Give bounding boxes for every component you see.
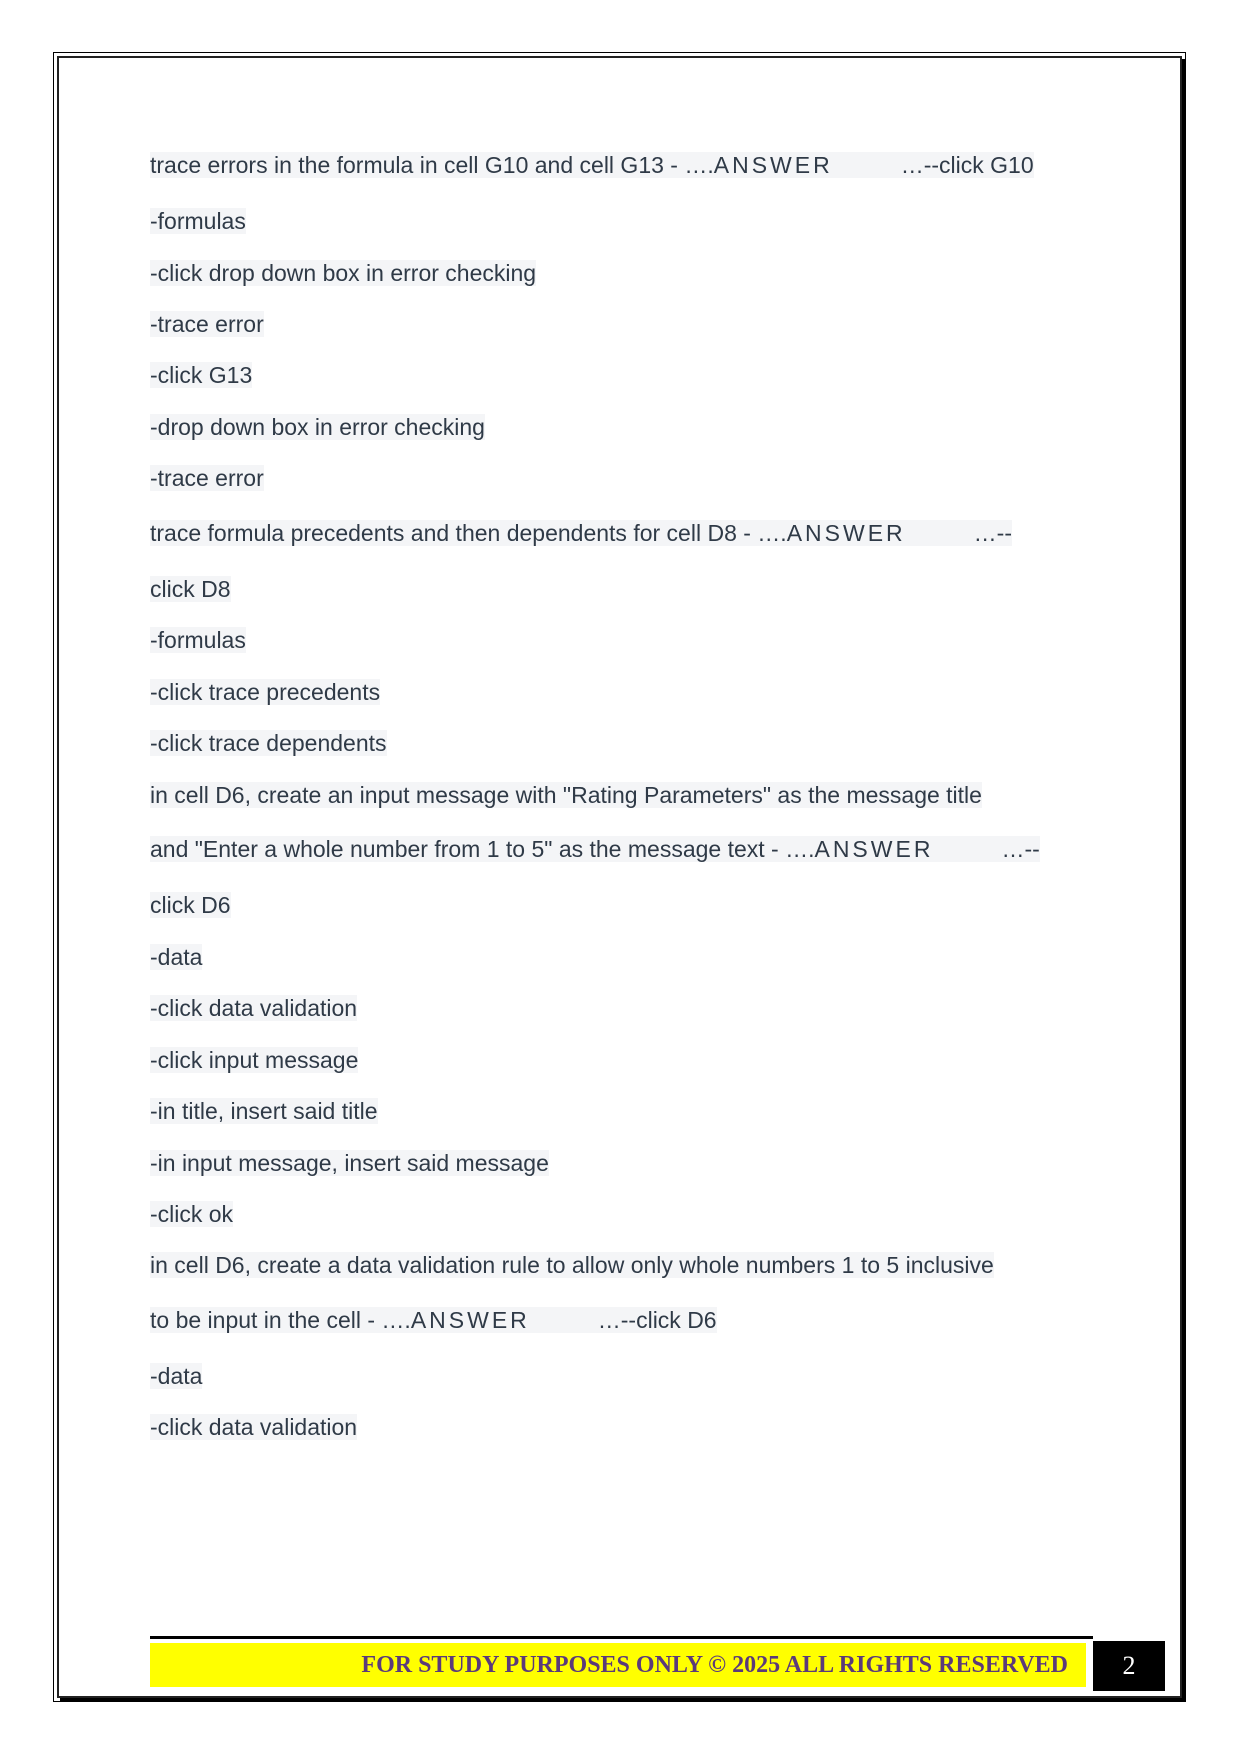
text-line: -click G13 xyxy=(150,362,253,388)
text-line: -click data validation xyxy=(150,995,358,1021)
text-line: click D6 xyxy=(150,892,231,918)
text-line: -formulas xyxy=(150,627,246,653)
text-line: -click drop down box in error checking xyxy=(150,260,537,286)
text-line: -click input message xyxy=(150,1047,359,1073)
text-line: -in title, insert said title xyxy=(150,1098,378,1124)
text-line: trace errors in the formula in cell G10 and cell G13 - ….ANSWER …--click G10 xyxy=(150,152,1034,178)
text-line: and "Enter a whole number from 1 to 5" as the message text - ….ANSWER …-- xyxy=(150,836,1040,862)
text-line: -data xyxy=(150,944,203,970)
text-line: -trace error xyxy=(150,465,264,491)
text-line: -data xyxy=(150,1363,203,1389)
text-line: -drop down box in error checking xyxy=(150,414,485,440)
text-line: -click trace precedents xyxy=(150,679,381,705)
text-line: in cell D6, create an input message with "Rating Parameters" as the message title xyxy=(150,782,982,808)
text-line: trace formula precedents and then dependents for cell D8 - ….ANSWER …-- xyxy=(150,520,1012,546)
text-line: -click trace dependents xyxy=(150,730,387,756)
text-line: click D8 xyxy=(150,576,231,602)
text-line: -click ok xyxy=(150,1201,234,1227)
text-line: in cell D6, create a data validation rule to allow only whole numbers 1 to 5 inclusive xyxy=(150,1252,994,1278)
footer-band xyxy=(150,1643,1086,1687)
page-number: 2 xyxy=(1093,1641,1165,1691)
text-line: -click data validation xyxy=(150,1414,358,1440)
footer-rule xyxy=(150,1636,1093,1639)
text-line: -trace error xyxy=(150,311,264,337)
text-line: -formulas xyxy=(150,208,246,234)
text-line: to be input in the cell - ….ANSWER …--click D6 xyxy=(150,1307,717,1333)
footer-notice: FOR STUDY PURPOSES ONLY © 2025 ALL RIGHTS RESERVED xyxy=(361,1651,1068,1678)
page-border-inner xyxy=(57,56,1182,1698)
text-line: -in input message, insert said message xyxy=(150,1150,549,1176)
